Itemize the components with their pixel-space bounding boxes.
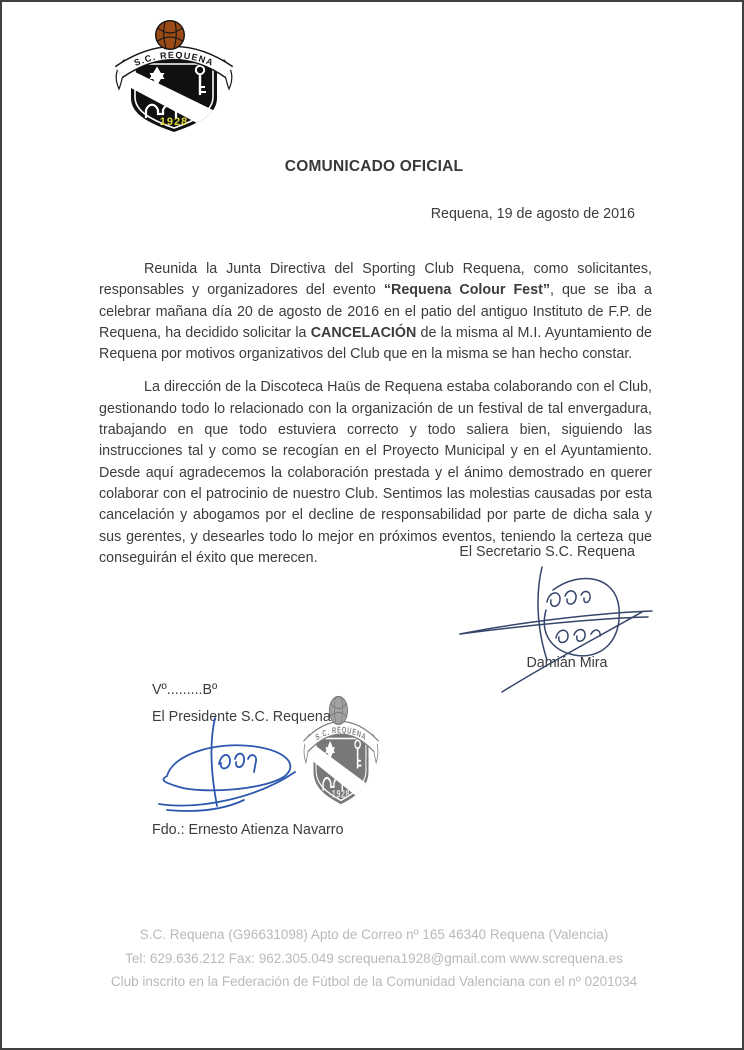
date-line: Requena, 19 de agosto de 2016: [430, 206, 635, 222]
cancellation-word: CANCELACIÓN: [310, 324, 417, 341]
president-signature: [145, 712, 313, 820]
footer-address-line: S.C. Requena (G96631098) Apto de Correo nº 165 46340 Requena (Valencia): [139, 927, 609, 942]
event-name: “Requena Colour Fest”: [383, 282, 550, 299]
vb-approval-line: Vº.........Bº: [152, 682, 218, 698]
paragraph-2: La dirección de la Discoteca Haüs de Requena estaba colaborando con el Club, gestionando todo lo relacionado con la organización de un festival de tal envergadura, trabajando en que todo estuviera correcto y todo saliera bien, siguiendo las instrucciones tal y como se recogían en el Proyecto Municipal y en el Ayuntamiento. Desde aquí agradecemos la colaboración prestada y el ánimo demostrado en querer colaborar con el patrocinio de nuestro Club. Sentimos las molestias causadas por esta cancelación y abogamos por el decline de responsabilidad por parte de dicha sala y sus gerentes, y desearles todo lo mejor en próximos eventos, teniendo la certeza que conseguirán el éxito que merecen.: [99, 379, 652, 566]
page-title: COMUNICADO OFICIAL: [284, 158, 464, 175]
club-stamp: [302, 694, 380, 812]
p1-text: , que se iba a celebrar mañana día 20 de agosto de 2016 en el patio del antiguo Instituto de F.P. de Requena, ha decidido solicitar la: [99, 282, 652, 341]
president-signed-name: Fdo.: Ernesto Atienza Navarro: [152, 822, 344, 838]
p1-text: Reunida la Junta Directiva del Sporting Club Requena, como solicitantes, responsables y organizadores del evento: [99, 261, 652, 299]
p1-text: de la misma al M.I. Ayuntamiento de Requena por motivos organizativos del Club que en la misma se han hecho constar.: [99, 324, 652, 363]
paragraph-1: [99, 259, 652, 365]
secretary-title: El Secretario S.C. Requena: [459, 544, 635, 560]
footer-federation-line: Club inscrito en la Federación de Fútbol de la Comunidad Valenciana con el nº 0201034: [110, 974, 638, 989]
president-title: El Presidente S.C. Requena: [152, 709, 331, 725]
footer-contact-line: Tel: 629.636.212 Fax: 962.305.049 screquena1928@gmail.com www.screquena.es: [125, 950, 623, 966]
body-text: [99, 259, 652, 581]
secretary-signature: [450, 550, 665, 698]
club-crest-logo: [113, 18, 235, 140]
footer: [2, 923, 744, 994]
secretary-name: Damián Mira: [526, 655, 608, 671]
